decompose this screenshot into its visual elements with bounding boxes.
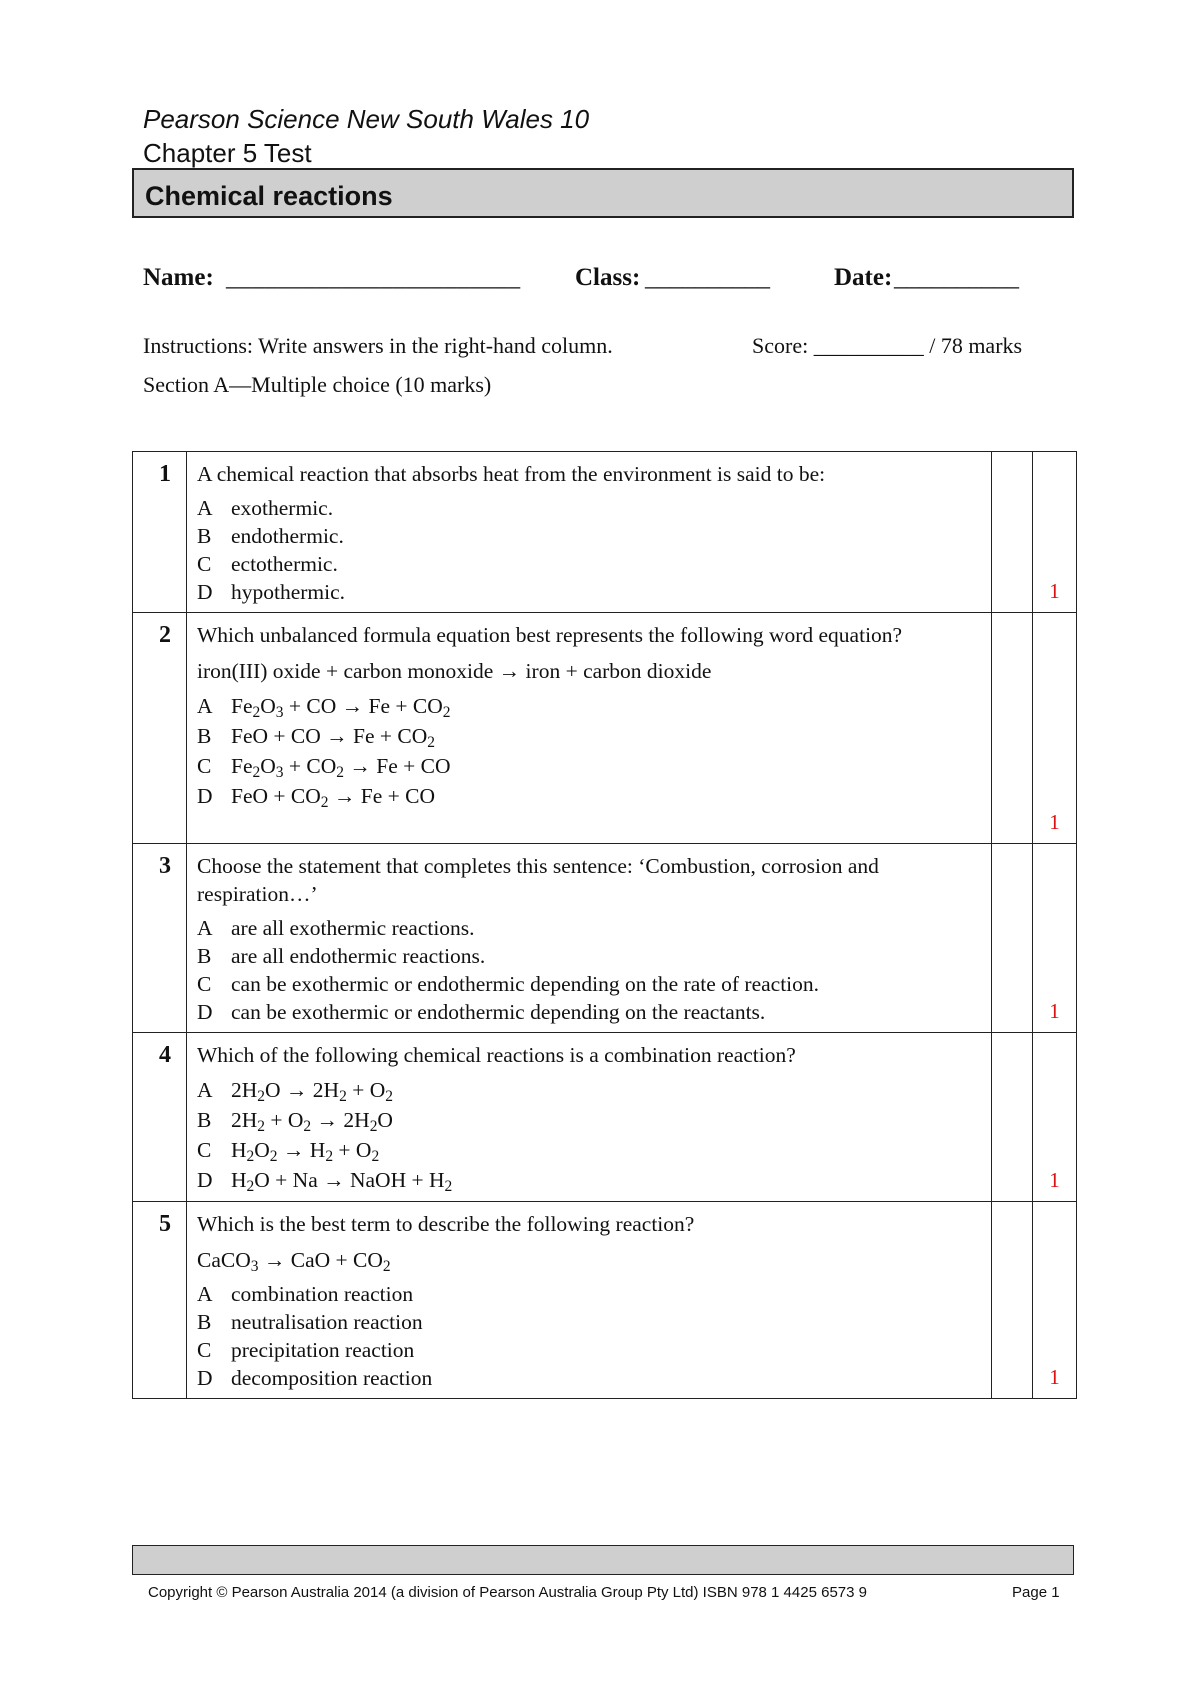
option-text: precipitation reaction — [231, 1338, 415, 1362]
option-text: endothermic. — [231, 524, 344, 548]
marks-value: 1 — [1049, 810, 1060, 834]
marks-cell — [1033, 1202, 1077, 1399]
option-letter: B — [197, 1310, 212, 1334]
question-body — [187, 844, 992, 1033]
class-field[interactable]: __________ — [645, 264, 770, 291]
question-row — [133, 452, 1077, 613]
option-text: FeO + CO → $Fe + CO_2$ — [231, 724, 435, 751]
option — [197, 721, 983, 751]
topic-title: Chemical reactions — [145, 181, 393, 211]
marks-value: 1 — [1049, 1168, 1060, 1192]
footer-bar — [132, 1545, 1074, 1575]
question-number: 4 — [133, 1033, 187, 1202]
option-text: exothermic. — [231, 496, 334, 520]
question-number: 5 — [133, 1202, 187, 1399]
option — [197, 1135, 983, 1165]
question-row — [133, 613, 1077, 844]
answer-cell[interactable] — [992, 452, 1033, 613]
option — [197, 998, 983, 1026]
option-letter: A — [197, 694, 213, 718]
option-letter: D — [197, 580, 213, 604]
marks-value: 1 — [1049, 1365, 1060, 1389]
question-body — [187, 613, 992, 844]
option-text: combination reaction — [231, 1282, 414, 1306]
answer-cell[interactable] — [992, 1202, 1033, 1399]
question-body — [187, 1202, 992, 1399]
option-letter: A — [197, 916, 213, 940]
options-list — [197, 494, 983, 606]
option — [197, 1308, 983, 1336]
option — [197, 1280, 983, 1308]
option-letter: A — [197, 496, 213, 520]
name-label: Name: — [143, 264, 214, 291]
option — [197, 550, 983, 578]
question-row — [133, 1033, 1077, 1202]
option — [197, 1336, 983, 1364]
question-stem: Which of the following chemical reactions is a combination reaction? — [197, 1043, 796, 1067]
option-text: can be exothermic or endothermic depending on the rate of reaction. — [231, 972, 820, 996]
class-label: Class: — [575, 264, 641, 291]
date-label: Date: — [834, 264, 893, 291]
marks-value: 1 — [1049, 579, 1060, 603]
option-letter: C — [197, 972, 212, 996]
option-text: are all endothermic reactions. — [231, 944, 486, 968]
name-field[interactable]: _______________________ — [226, 264, 521, 291]
option — [197, 578, 983, 606]
marks-value: 1 — [1049, 999, 1060, 1023]
option — [197, 1165, 983, 1195]
option-letter: A — [197, 1282, 213, 1306]
marks-cell — [1033, 452, 1077, 613]
question-row — [133, 844, 1077, 1033]
marks-cell — [1033, 844, 1077, 1033]
copyright-text: Copyright © Pearson Australia 2014 (a division of Pearson Australia Group Pty Ltd) ISBN 978 1 4425 6573 9 — [148, 1584, 867, 1601]
option — [197, 914, 983, 942]
book-title: Pearson Science New South Wales 10 — [143, 104, 590, 134]
option — [197, 970, 983, 998]
option — [197, 522, 983, 550]
topic-heading-box — [132, 168, 1074, 218]
option-text: can be exothermic or endothermic depending on the reactants. — [231, 1000, 766, 1024]
answer-cell[interactable] — [992, 613, 1033, 844]
option-text: decomposition reaction — [231, 1366, 433, 1390]
option-text: $H_2O + Na$ → NaOH + $H_2$ — [231, 1168, 453, 1195]
option-text: are all exothermic reactions. — [231, 916, 475, 940]
option — [197, 1105, 983, 1135]
option-letter: B — [197, 724, 212, 748]
option-letter: B — [197, 524, 212, 548]
options-list — [197, 1280, 983, 1392]
options-list — [197, 1075, 983, 1195]
question-stem: Which unbalanced formula equation best represents the following word equation? — [197, 623, 903, 647]
option-text: neutralisation reaction — [231, 1310, 423, 1334]
option-letter: C — [197, 754, 212, 778]
answer-cell[interactable] — [992, 844, 1033, 1033]
option — [197, 691, 983, 721]
option — [197, 1075, 983, 1105]
option-letter: D — [197, 784, 213, 808]
question-stem: Choose the statement that completes this sentence: ‘Combustion, corrosion and respiration…’ — [197, 854, 879, 906]
option-text: hypothermic. — [231, 580, 346, 604]
option-letter: B — [197, 1108, 212, 1132]
question-number: 3 — [133, 844, 187, 1033]
option-letter: D — [197, 1168, 213, 1192]
option — [197, 494, 983, 522]
reaction-equation: CaCO$_3$ → CaO + $CO_2$ — [197, 1248, 391, 1275]
option-letter: D — [197, 1000, 213, 1024]
answer-cell[interactable] — [992, 1033, 1033, 1202]
word-equation: iron(III) oxide + carbon monoxide → iron + carbon dioxide — [197, 659, 712, 683]
question-stem: Which is the best term to describe the following reaction? — [197, 1212, 695, 1236]
option-letter: C — [197, 552, 212, 576]
option-letter: A — [197, 1078, 213, 1102]
option-text: FeO + $CO_2 \to Fe$ + CO — [231, 784, 436, 811]
questions-table — [132, 451, 1077, 1399]
score-field[interactable]: Score: __________ / 78 marks — [752, 333, 1023, 358]
option-text: $2H_2 + O_2 \to 2H_2O$ — [231, 1108, 393, 1135]
option — [197, 751, 983, 781]
section-title: Section A—Multiple choice (10 marks) — [143, 372, 492, 397]
question-stem: A chemical reaction that absorbs heat from the environment is said to be: — [197, 462, 826, 486]
date-field[interactable]: __________ — [894, 264, 1019, 291]
option-letter: C — [197, 1138, 212, 1162]
question-number: 2 — [133, 613, 187, 844]
marks-cell — [1033, 613, 1077, 844]
chapter-title: Chapter 5 Test — [143, 138, 312, 168]
marks-cell — [1033, 1033, 1077, 1202]
option — [197, 781, 983, 811]
options-list — [197, 914, 983, 1026]
option-text: $H_2O_2 \to H_2 + O_2$ — [231, 1138, 380, 1165]
option-text: $Fe_2O_3$ + CO → $Fe + CO_2$ — [231, 694, 451, 721]
question-row — [133, 1202, 1077, 1399]
question-body — [187, 1033, 992, 1202]
option-letter: B — [197, 944, 212, 968]
page-number: Page 1 — [1012, 1584, 1060, 1601]
option-text: $2H_2O \to 2H_2 + O_2$ — [231, 1078, 393, 1105]
option — [197, 942, 983, 970]
option-text: ectothermic. — [231, 552, 338, 576]
option-letter: C — [197, 1338, 212, 1362]
option-letter: D — [197, 1366, 213, 1390]
instructions-text: Instructions: Write answers in the right-hand column. — [143, 333, 613, 358]
option — [197, 1364, 983, 1392]
option-text: $Fe_2O_3 + CO_2 \to Fe$ + CO — [231, 754, 451, 781]
question-number: 1 — [133, 452, 187, 613]
question-body — [187, 452, 992, 613]
options-list — [197, 691, 983, 811]
